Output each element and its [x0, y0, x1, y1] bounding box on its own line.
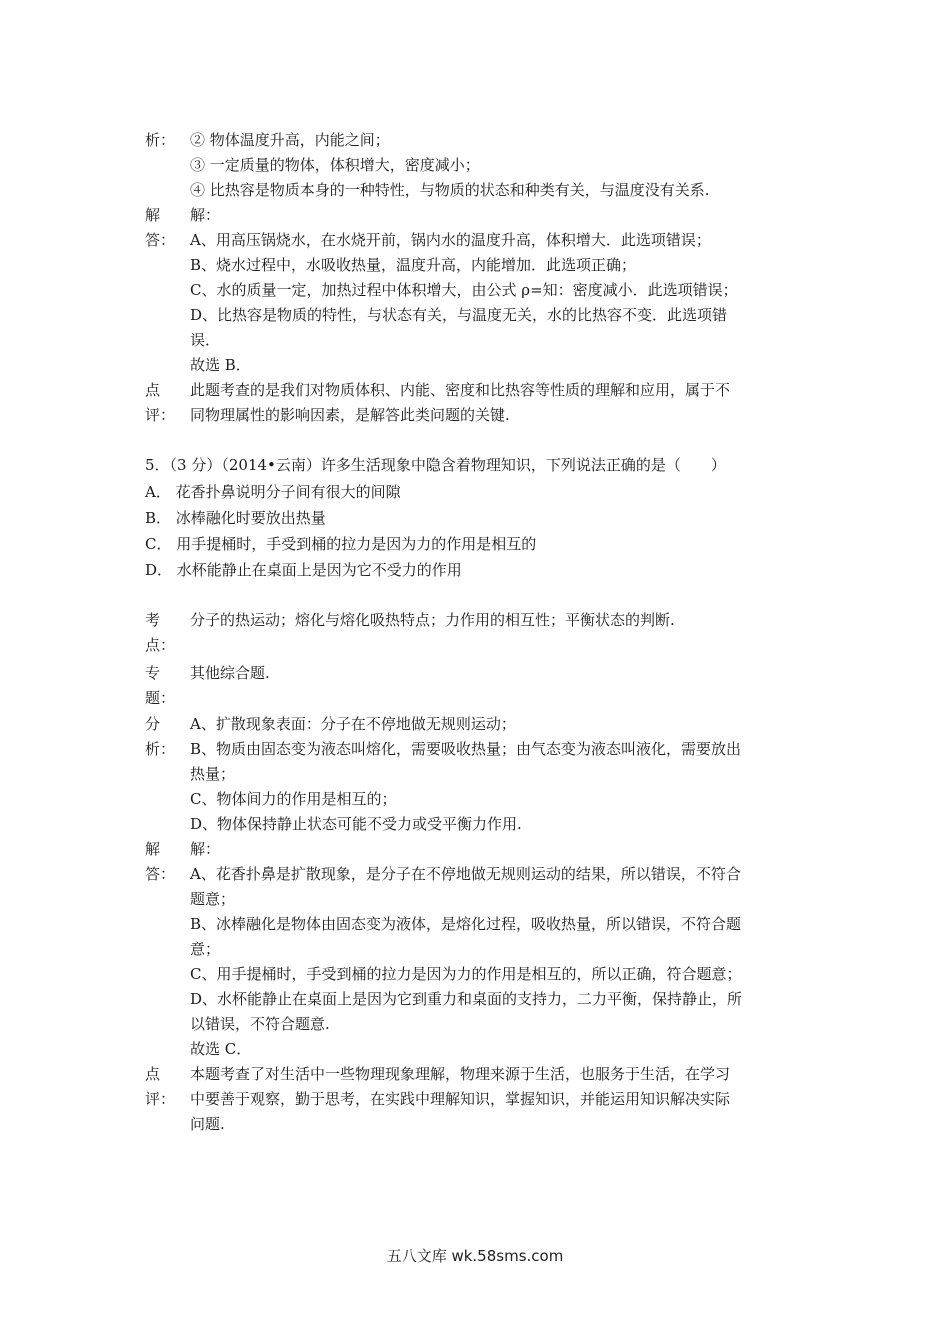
analysis-label: 析： — [145, 740, 176, 758]
analysis-line: A、扩散现象表面：分子在不停地做无规则运动； — [190, 715, 516, 733]
analysis-line: 热量； — [190, 765, 236, 783]
zhuanti-label: 题： — [145, 689, 176, 707]
option-b: B． 冰棒融化时要放出热量 — [145, 509, 326, 527]
question-stem: 5．（3 分）（2014•云南）许多生活现象中隐含着物理知识，下列说法正确的是（ ） — [145, 456, 726, 474]
answer-line: 解： — [190, 206, 221, 224]
comment-line: 本题考查了对生活中一些物理现象理解，物理来源于生活，也服务于生活，在学习 — [190, 1065, 731, 1083]
answer-line: 故选 B． — [190, 356, 251, 374]
answer-line: C、水的质量一定，加热过程中体积增大，由公式 ρ=知：密度减小．此选项错误； — [190, 281, 738, 299]
comment-line: 问题. — [190, 1115, 225, 1133]
option-c: C． 用手提桶时，手受到桶的拉力是因为力的作用是相互的 — [145, 535, 537, 553]
analysis-label: 析： — [145, 131, 176, 149]
answer-line: 题意； — [190, 890, 236, 908]
answer-line: 意； — [190, 940, 221, 958]
kaodian-text: 分子的热运动；熔化与熔化吸热特点；力作用的相互性；平衡状态的判断. — [190, 611, 675, 629]
analysis-label: 分 — [145, 715, 161, 733]
answer-label: 答： — [145, 231, 176, 249]
answer-line: 故选 C． — [190, 1040, 252, 1058]
comment-label: 点 — [145, 381, 161, 399]
answer-line: A、花香扑鼻是扩散现象，是分子在不停地做无规则运动的结果，所以错误，不符合 — [190, 865, 741, 883]
answer-line: 以错误，不符合题意. — [190, 1015, 330, 1033]
answer-line: B、烧水过程中，水吸收热量，温度升高，内能增加．此选项正确； — [190, 256, 637, 274]
comment-line: 同物理属性的影响因素，是解答此类问题的关键. — [190, 406, 510, 424]
analysis-line: ④ 比热容是物质本身的一种特性，与物质的状态和种类有关，与温度没有关系. — [190, 181, 710, 199]
answer-line: A、用高压锅烧水，在水烧开前，锅内水的温度升高，体积增大．此选项错误； — [190, 231, 711, 249]
option-d: D． 水杯能静止在桌面上是因为它不受力的作用 — [145, 561, 462, 579]
zhuanti-label: 专 — [145, 664, 161, 682]
answer-line: D、比热容是物质的特性，与状态有关，与温度无关，水的比热容不变．此选项错 — [190, 306, 728, 324]
option-a: A． 花香扑鼻说明分子间有很大的间隙 — [145, 483, 401, 501]
analysis-line: D、物体保持静止状态可能不受力或受平衡力作用. — [190, 815, 522, 833]
analysis-line: C、物体间力的作用是相互的； — [190, 790, 397, 808]
comment-line: 此题考查的是我们对物质体积、内能、密度和比热容等性质的理解和应用，属于不 — [190, 381, 731, 399]
answer-line: 误． — [190, 331, 221, 349]
kaodian-label: 考 — [145, 611, 161, 629]
analysis-line: ③ 一定质量的物体，体积增大，密度减小； — [190, 156, 480, 174]
zhuanti-text: 其他综合题. — [190, 664, 270, 682]
analysis-line: B、物质由固态变为液态叫熔化，需要吸收热量；由气态变为液态叫液化，需要放出 — [190, 740, 742, 758]
kaodian-label: 点： — [145, 636, 176, 654]
answer-line: D、水杯能静止在桌面上是因为它到重力和桌面的支持力，二力平衡，保持静止，所 — [190, 990, 743, 1008]
comment-label: 评： — [145, 1090, 176, 1108]
comment-line: 中要善于观察，勤于思考，在实践中理解知识，掌握知识，并能运用知识解决实际 — [190, 1090, 731, 1108]
answer-line: 解： — [190, 840, 221, 858]
answer-label: 解 — [145, 840, 161, 858]
analysis-line: ② 物体温度升高，内能之间； — [190, 131, 390, 149]
comment-label: 点 — [145, 1065, 161, 1083]
answer-label: 答： — [145, 865, 176, 883]
answer-label: 解 — [145, 206, 161, 224]
answer-line: B、冰棒融化是物体由固态变为液体，是熔化过程，吸收热量，所以错误，不符合题 — [190, 915, 742, 933]
answer-line: C、用手提桶时，手受到桶的拉力是因为力的作用是相互的，所以正确，符合题意； — [190, 965, 742, 983]
footer-watermark: 五八文库 wk.58sms.com — [386, 1247, 564, 1265]
comment-label: 评： — [145, 406, 176, 424]
